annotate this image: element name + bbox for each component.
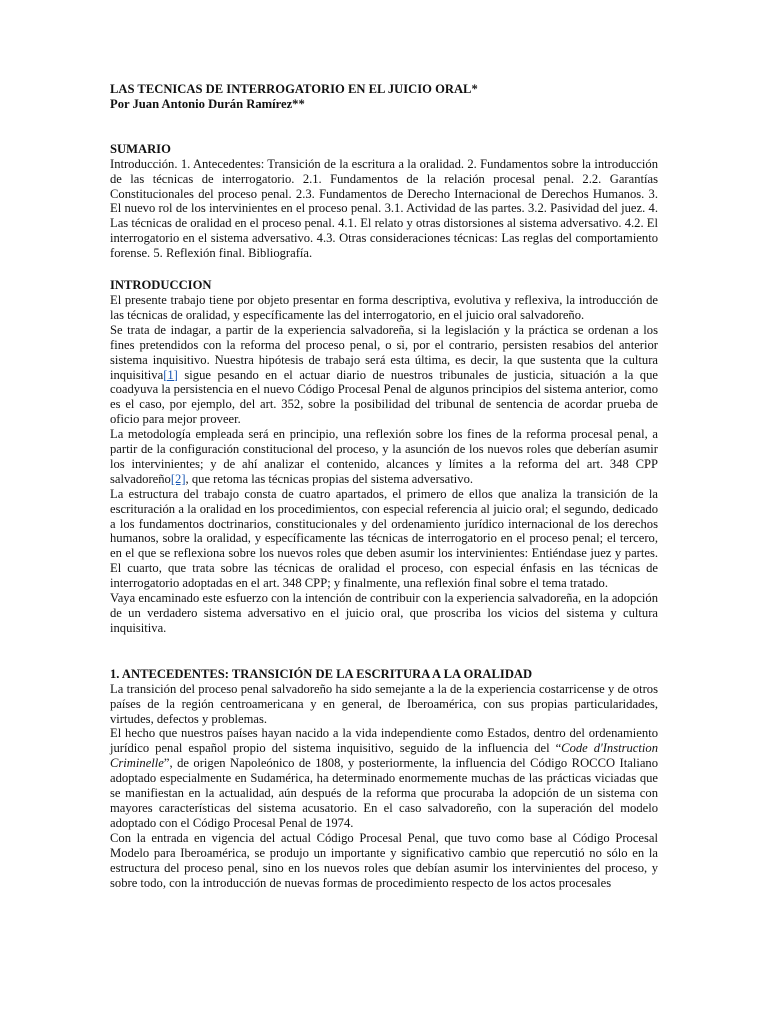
paragraph-text: ”, de origen Napoleónico de 1808, y posteriormente, la influencia del Código ROCCO Italiano adoptado especialmente en Sudamérica, ha determinado enormemente muchas de las prácticas viciadas que se manifiestan en la actualidad, aún después de la reforma que procuraba la adopción de un sistema con mayores características del sistema acusatorio. En el caso salvadoreño, con la superación del modelo adoptado con el Código Procesal Penal de 1974. <box>110 756 658 830</box>
introduccion-heading: INTRODUCCION <box>110 278 212 293</box>
sumario-section <box>110 142 658 261</box>
antecedentes-paragraph-1: La transición del proceso penal salvadoreño ha sido semejante a la de la experiencia costarricense y de otros países de la región centroamericana y en general, de Iberoamérica, con sus propias particularidades, virtudes, defectos y problemas. <box>110 681 658 726</box>
paragraph-text: Se trata de indagar, a partir de la experiencia salvadoreña, si la legislación y la práctica se ordenan a los fines pretendidos con la reforma del proceso penal, o si, por el contrario, persisten resabios del anterior sistema inquisitivo. Nuestra hipótesis de trabajo será esta última, es decir, la que sustenta que la cultura inquisitiva <box>110 322 658 382</box>
introduccion-paragraph-5: Vaya encaminado este esfuerzo con la intención de contribuir con la experiencia salvadoreña, en la adopción de un verdadero sistema adversativo en el juicio oral, que proscriba los vicios del sistema y cultura inquisitiva. <box>110 591 658 635</box>
antecedentes-heading: 1. ANTECEDENTES: TRANSICIÓN DE LA ESCRITURA A LA ORALIDAD <box>110 666 533 681</box>
footnote-link-1[interactable]: [1] <box>163 367 178 382</box>
antecedentes-paragraph-2 <box>110 726 658 830</box>
antecedentes-paragraph-3: Con la entrada en vigencia del actual Código Procesal Penal, que tuvo como base al Código Procesal Modelo para Iberoamérica, se produjo un importante y significativo cambio que repercutió no sólo en la estructura del proceso penal, sino en los nuevos roles que debían asumir los intervinientes del proceso, y sobre todo, con la introducción de nuevas formas de procedimiento respecto de los actos procesales <box>110 830 658 890</box>
paragraph-text: sigue pesando en el actuar diario de nuestros tribunales de justicia, situación a la que coadyuva la persistencia en el nuevo Código Procesal Penal de algunos principios del sistema anterior, como es el caso, por ejemplo, del art. 352, sobre la posibilidad del tribunal de sentencia de acordar prueba de oficio para mejor proveer. <box>110 367 658 427</box>
introduccion-paragraph-3 <box>110 427 658 487</box>
introduccion-paragraph-2 <box>110 323 658 427</box>
introduccion-paragraph-1: El presente trabajo tiene por objeto presentar en forma descriptiva, evolutiva y reflexiva, la introducción de las técnicas de oralidad, y específicamente las del interrogatorio, en el juicio oral salvadoreño. <box>110 292 658 322</box>
paragraph-text: La metodología empleada será en principio, una reflexión sobre los fines de la reforma procesal penal, a partir de la configuración constitucional del proceso, y la asunción de los nuevos roles que deberían asumir los intervinientes; y de ahí analizar el contenido, alcances y límites a la reforma del art. 348 CPP salvadoreño <box>110 427 658 486</box>
document-header <box>110 82 658 112</box>
introduccion-section <box>110 278 658 636</box>
antecedentes-section <box>110 667 658 891</box>
sumario-text: Introducción. 1. Antecedentes: Transición de la escritura a la oralidad. 2. Fundamentos sobre la introducción de las técnicas de interrogatorio. 2.1. Fundamentos de la relación procesal penal. 2.2. Garantías Constitucionales del proceso penal. 2.3. Fundamentos de Derecho Internacional de Derechos Humanos. 3. El nuevo rol de los intervinientes en el proceso penal. 3.1. Actividad de las partes. 3.2. Pasividad del juez. 4. Las técnicas de oralidad en el proceso penal. 4.1. El relato y otras distorsiones al sistema adversativo. 4.2. El interrogatorio en el sistema adversativo. 4.3. Otras consideraciones técnicas: Las reglas del comportamiento forense. 5. Reflexión final. Bibliografía. <box>110 156 658 261</box>
document-author: Por Juan Antonio Durán Ramírez** <box>110 96 305 111</box>
footnote-link-2[interactable]: [2] <box>170 471 186 486</box>
document-title: LAS TECNICAS DE INTERROGATORIO EN EL JUICIO ORAL* <box>110 82 478 96</box>
code-title-italic: Code d'Instruction Criminelle <box>110 741 658 771</box>
sumario-heading: SUMARIO <box>110 141 171 156</box>
introduccion-paragraph-4: La estructura del trabajo consta de cuatro apartados, el primero de ellos que analiza la transición de la escrituración a la oralidad en los procedimientos, con especial referencia al juicio oral; el segundo, dedicado a los fundamentos doctrinarios, constitucionales y del ordenamiento jurídico internacional de los derechos humanos, sobre la oralidad, y específicamente las técnicas de interrogatorio en el proceso penal; el tercero, en el que se reflexiona sobre los nuevos roles que deben asumir los intervinientes: Entiéndase juez y partes. El cuarto, que trata sobre las técnicas de oralidad el proceso, con especial énfasis en las técnicas de interrogatorio adoptadas en el art. 348 CPP; y finalmente, una reflexión final sobre el tema tratado. <box>110 486 658 591</box>
paragraph-text: El hecho que nuestros países hayan nacido a la vida independiente como Estados, dentro del ordenamiento jurídico penal español propio del sistema inquisitivo, seguido de la influencia del “ <box>110 726 658 756</box>
paragraph-text: , que retoma las técnicas propias del sistema adversativo. <box>185 471 474 486</box>
